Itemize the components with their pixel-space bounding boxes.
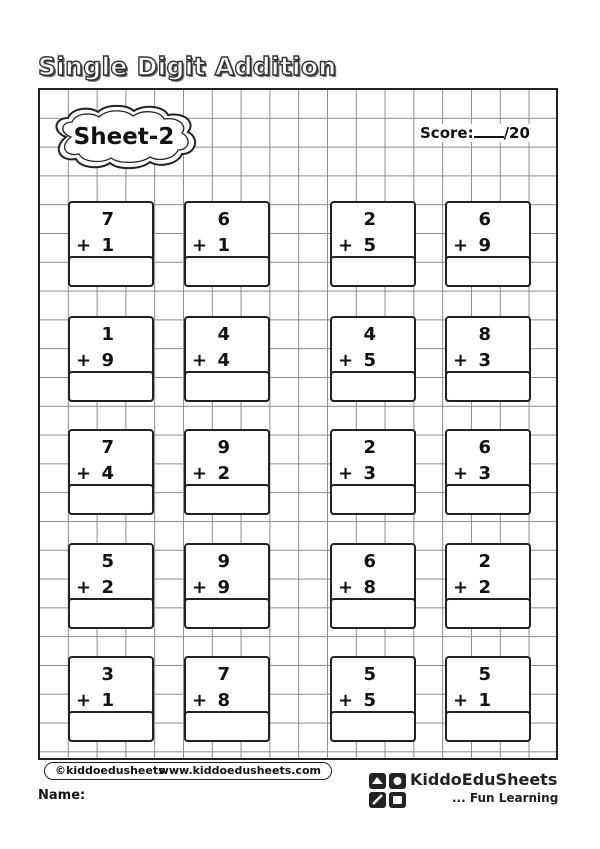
second-addend: 1: [217, 235, 230, 256]
addition-problem: [445, 201, 531, 287]
addition-problem: [445, 429, 531, 515]
answer-box[interactable]: [445, 711, 531, 742]
copyright-handle: ©kiddoedusheets: [55, 764, 165, 777]
first-addend: 4: [217, 324, 230, 345]
brand-tagline: ... Fun Learning: [452, 791, 559, 805]
second-addend: 9: [101, 350, 114, 371]
plus-sign: +: [453, 690, 469, 711]
plus-sign: +: [338, 463, 354, 484]
plus-sign: +: [338, 235, 354, 256]
addition-problem: [184, 656, 270, 742]
first-addend: 2: [363, 209, 376, 230]
first-addend: 7: [101, 437, 114, 458]
second-addend: 4: [101, 463, 114, 484]
plus-sign: +: [76, 577, 92, 598]
answer-box[interactable]: [68, 256, 154, 287]
brand-block: [368, 770, 568, 810]
website-link[interactable]: www.kiddoedusheets.com: [158, 764, 321, 777]
first-addend: 6: [363, 551, 376, 572]
plus-sign: +: [453, 577, 469, 598]
addition-problem: [330, 429, 416, 515]
addition-problem: [445, 316, 531, 402]
second-addend: 5: [363, 690, 376, 711]
answer-box[interactable]: [445, 371, 531, 402]
answer-box[interactable]: [445, 484, 531, 515]
first-addend: 9: [217, 437, 230, 458]
plus-sign: +: [192, 463, 208, 484]
second-addend: 8: [363, 577, 376, 598]
first-addend: 2: [478, 551, 491, 572]
first-addend: 7: [217, 664, 230, 685]
second-addend: 2: [478, 577, 491, 598]
score-suffix: /20: [503, 124, 530, 142]
plus-sign: +: [192, 350, 208, 371]
plus-sign: +: [338, 690, 354, 711]
second-addend: 3: [478, 350, 491, 371]
first-addend: 5: [101, 551, 114, 572]
plus-sign: +: [76, 463, 92, 484]
answer-box[interactable]: [68, 598, 154, 629]
answer-box[interactable]: [445, 598, 531, 629]
first-addend: 3: [101, 664, 114, 685]
second-addend: 8: [217, 690, 230, 711]
brand-name: KiddoEduSheets: [410, 770, 558, 789]
second-addend: 2: [217, 463, 230, 484]
second-addend: 5: [363, 235, 376, 256]
answer-box[interactable]: [330, 256, 416, 287]
addition-problem: [184, 201, 270, 287]
addition-problem: [68, 201, 154, 287]
addition-problem: [184, 543, 270, 629]
answer-box[interactable]: [184, 598, 270, 629]
credit-pill: [44, 762, 332, 780]
plus-sign: +: [192, 235, 208, 256]
second-addend: 1: [478, 690, 491, 711]
plus-sign: +: [338, 350, 354, 371]
name-label: Name:: [38, 788, 86, 803]
first-addend: 9: [217, 551, 230, 572]
addition-problem: [445, 656, 531, 742]
answer-box[interactable]: [68, 371, 154, 402]
plus-sign: +: [453, 235, 469, 256]
first-addend: 8: [478, 324, 491, 345]
addition-problem: [68, 429, 154, 515]
score-prefix: Score:: [420, 124, 474, 142]
first-addend: 4: [363, 324, 376, 345]
addition-problem: [330, 656, 416, 742]
first-addend: 5: [478, 664, 491, 685]
addition-problem: [330, 543, 416, 629]
addition-problem: [184, 316, 270, 402]
addition-problem: [184, 429, 270, 515]
answer-box[interactable]: [330, 484, 416, 515]
answer-box[interactable]: [445, 256, 531, 287]
score-field: [418, 124, 532, 142]
plus-sign: +: [338, 577, 354, 598]
sheet-badge: [46, 104, 202, 170]
first-addend: 2: [363, 437, 376, 458]
second-addend: 1: [101, 235, 114, 256]
addition-problem: [68, 543, 154, 629]
plus-sign: +: [192, 577, 208, 598]
answer-box[interactable]: [184, 484, 270, 515]
plus-sign: +: [192, 690, 208, 711]
first-addend: 5: [363, 664, 376, 685]
addition-problem: [445, 543, 531, 629]
answer-box[interactable]: [184, 371, 270, 402]
sheet-label: Sheet-2: [73, 124, 175, 150]
answer-box[interactable]: [330, 371, 416, 402]
second-addend: 9: [217, 577, 230, 598]
second-addend: 3: [363, 463, 376, 484]
plus-sign: +: [453, 463, 469, 484]
answer-box[interactable]: [184, 256, 270, 287]
worksheet-title: Single Digit Addition: [38, 52, 337, 81]
second-addend: 5: [363, 350, 376, 371]
second-addend: 1: [101, 690, 114, 711]
plus-sign: +: [76, 235, 92, 256]
second-addend: 9: [478, 235, 491, 256]
second-addend: 4: [217, 350, 230, 371]
first-addend: 1: [101, 324, 114, 345]
plus-sign: +: [76, 690, 92, 711]
score-blank[interactable]: [474, 124, 504, 138]
answer-box[interactable]: [330, 711, 416, 742]
first-addend: 6: [478, 209, 491, 230]
addition-problem: [330, 316, 416, 402]
plus-sign: +: [453, 350, 469, 371]
addition-problem: [330, 201, 416, 287]
answer-box[interactable]: [330, 598, 416, 629]
first-addend: 6: [478, 437, 491, 458]
answer-box[interactable]: [68, 484, 154, 515]
second-addend: 2: [101, 577, 114, 598]
answer-box[interactable]: [68, 711, 154, 742]
addition-problem: [68, 316, 154, 402]
brand-logo-icon: [368, 772, 408, 810]
plus-sign: +: [76, 350, 92, 371]
answer-box[interactable]: [184, 711, 270, 742]
first-addend: 7: [101, 209, 114, 230]
first-addend: 6: [217, 209, 230, 230]
addition-problem: [68, 656, 154, 742]
second-addend: 3: [478, 463, 491, 484]
